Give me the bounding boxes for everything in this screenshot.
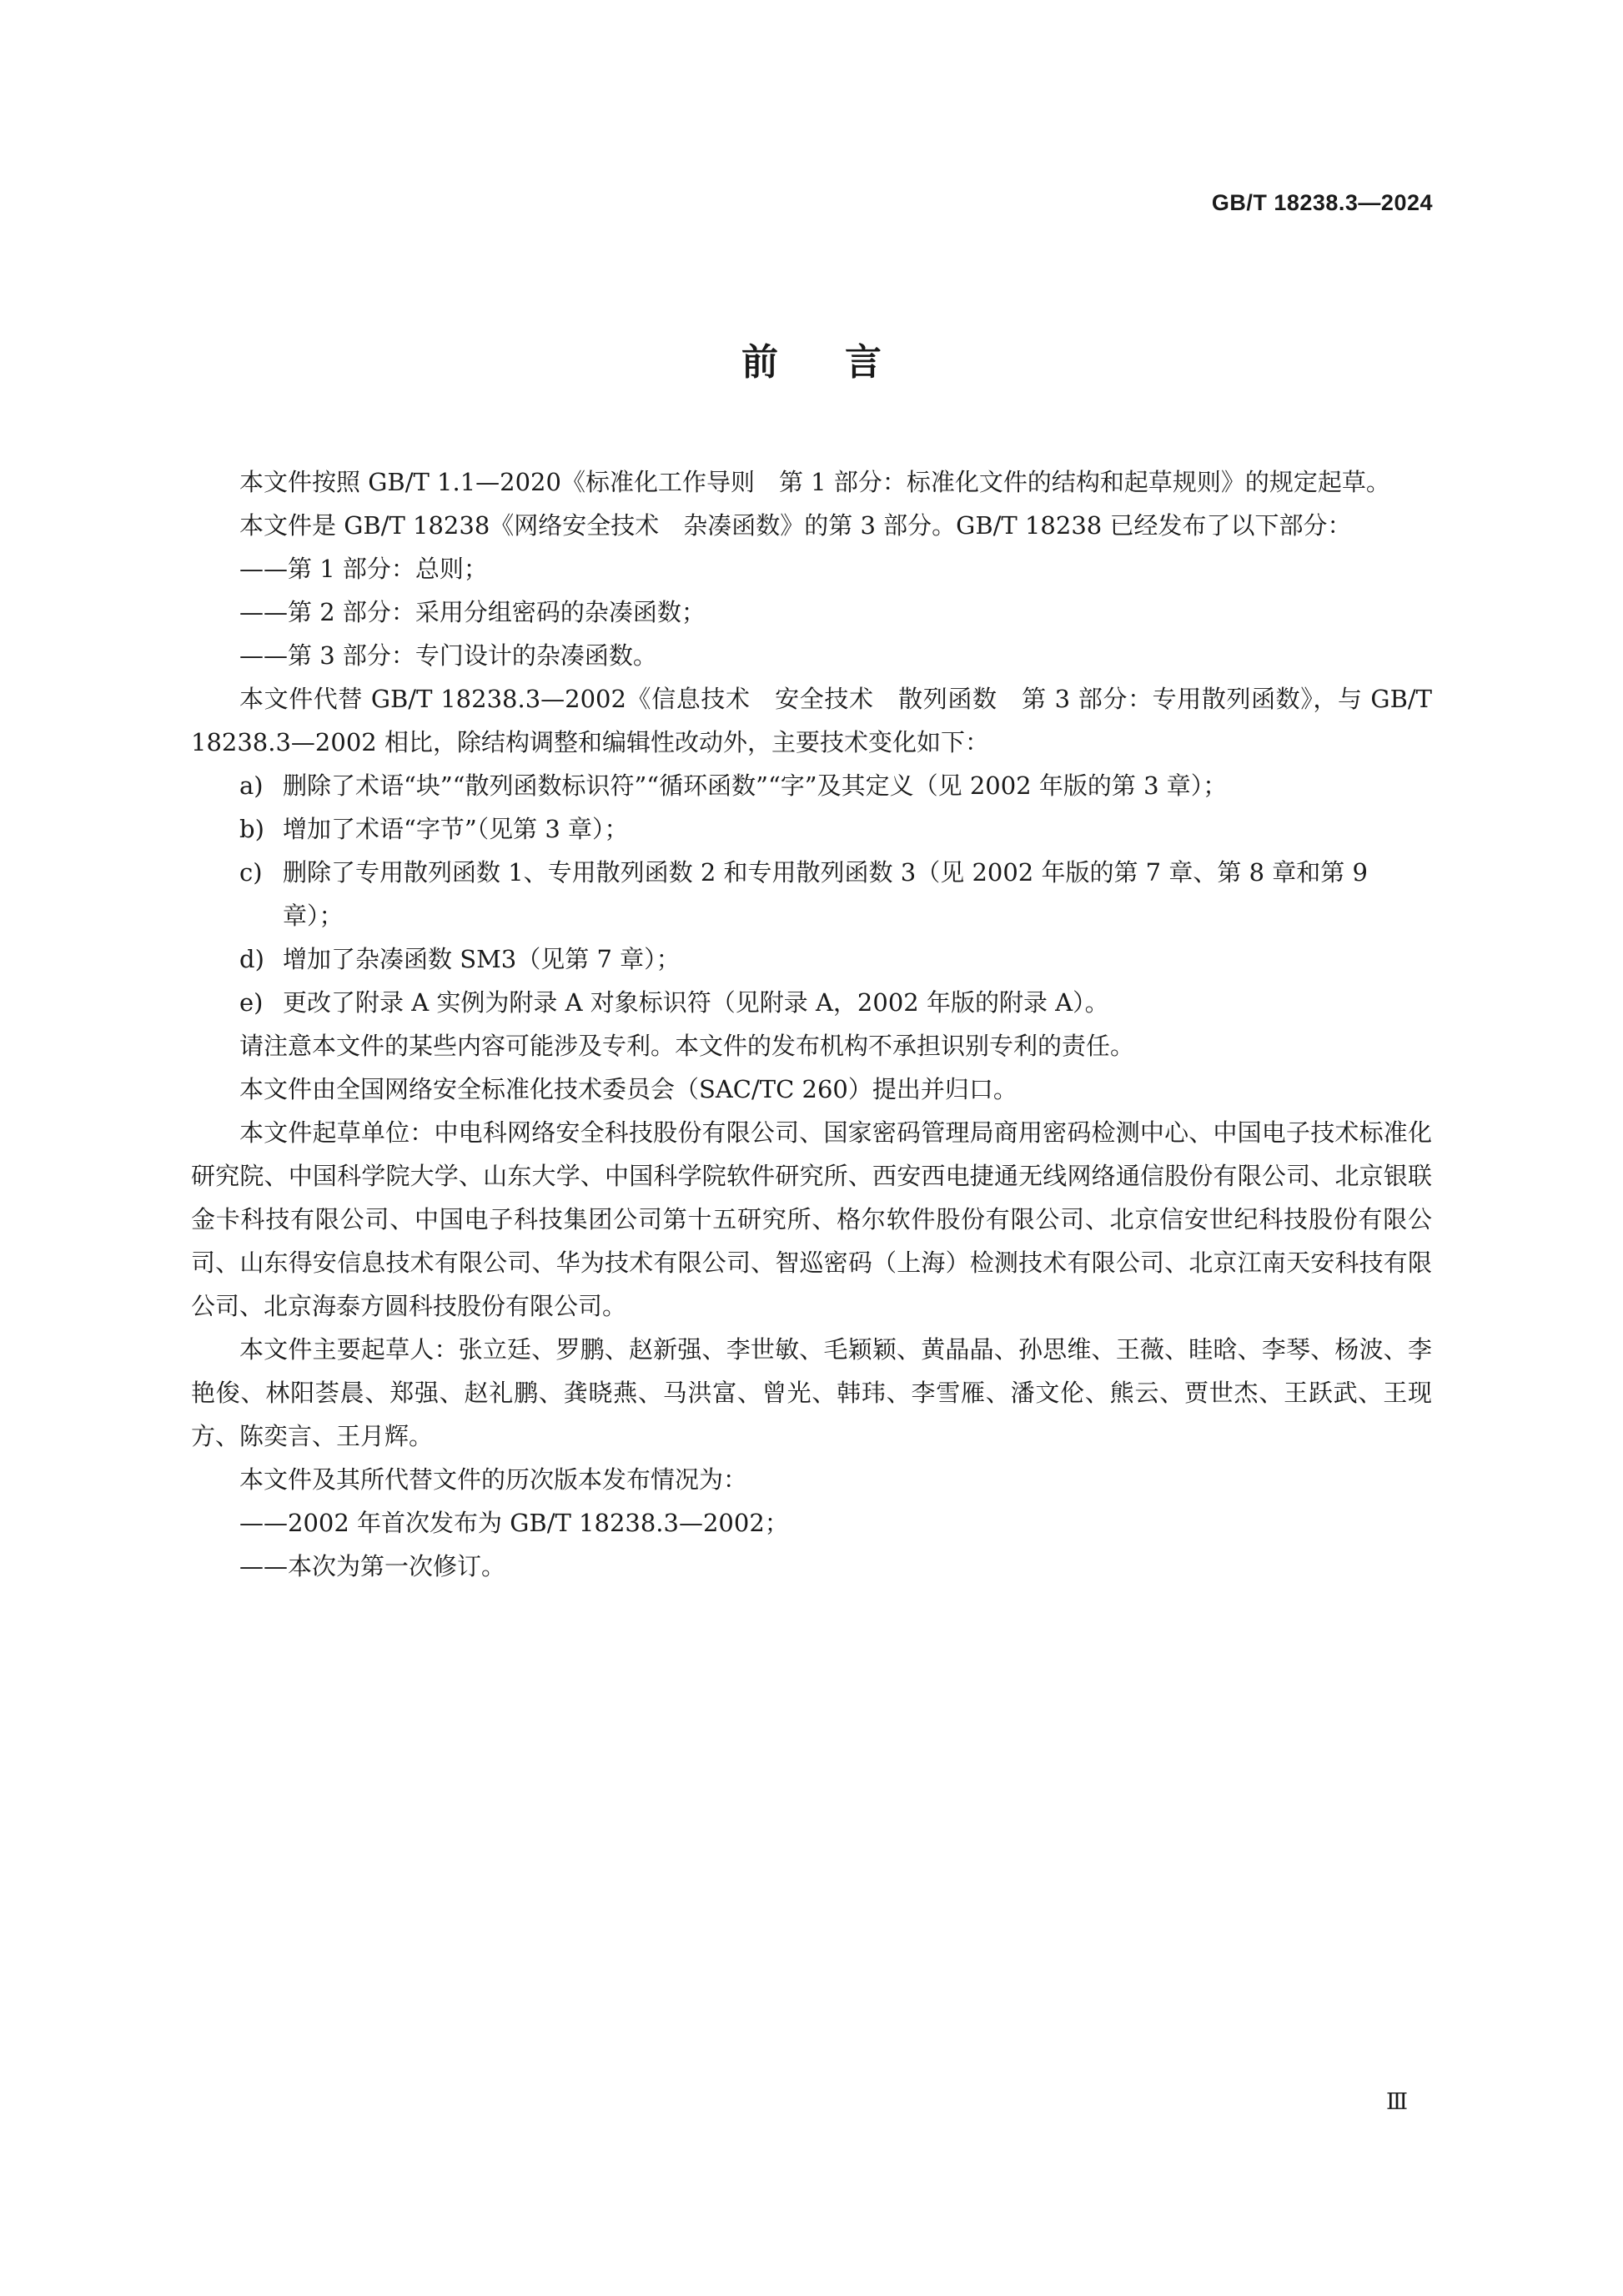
title-char-2: 言 [845,341,882,384]
drafting-basis-paragraph: 本文件按照 GB/T 1.1—2020《标准化工作导则 第 1 部分：标准化文件的结构和起草规则》的规定起草。 [239,468,1390,496]
change-text: 增加了杂凑函数 SM3（见第 7 章）； [283,945,681,973]
replacement-paragraph: 本文件代替 GB/T 18238.3—2002《信息技术 安全技术 散列函数 第 3 部分：专用散列函数》，与 GB/T 18238.3—2002 相比，除结构调整和编辑性改动外，主要技术变化如下： [191,685,1432,756]
proposer-paragraph: 本文件由全国网络安全标准化技术委员会（SAC/TC 260）提出并归口。 [239,1075,1018,1103]
change-text: 更改了附录 A 实例为附录 A 对象标识符（见附录 A，2002 年版的附录 A）。 [283,988,1109,1017]
change-list-item [191,807,1432,851]
foreword-body [191,460,1432,1588]
patent-notice-paragraph: 请注意本文件的某些内容可能涉及专利。本文件的发布机构不承担识别专利的责任。 [239,1032,1135,1060]
change-text: 增加了术语“字节”（见第 3 章）； [283,815,629,843]
change-label: e) [239,988,264,1017]
history-intro-paragraph: 本文件及其所代替文件的历次版本发布情况为： [239,1465,748,1494]
title-char-1: 前 [741,341,778,384]
change-list-item [191,937,1432,981]
change-list-item [191,851,1432,937]
standard-code-header: GB/T 18238.3—2024 [1211,190,1433,215]
series-parts-paragraph: 本文件是 GB/T 18238《网络安全技术 杂凑函数》的第 3 部分。GB/T 18238 已经发布了以下部分： [239,511,1352,540]
change-label: d) [239,945,264,973]
change-list-item [191,764,1432,807]
change-label: b) [239,815,264,843]
change-label: a) [239,771,264,800]
change-label: c) [239,858,263,887]
part-list-item: ——第 2 部分：采用分组密码的杂凑函数； [239,598,706,626]
part-list-item: ——第 3 部分：专门设计的杂凑函数。 [239,641,657,670]
change-text: 删除了专用散列函数 1、专用散列函数 2 和专用散列函数 3（见 2002 年版的第 7 章、第 8 章和第 9 章）； [283,858,1368,930]
change-text: 删除了术语“块”“散列函数标识符”“循环函数”“字”及其定义（见 2002 年版的第 3 章）； [283,771,1228,800]
drafting-units-paragraph: 本文件起草单位：中电科网络安全科技股份有限公司、国家密码管理局商用密码检测中心、中国电子技术标准化研究院、中国科学院大学、山东大学、中国科学院软件研究所、西安西电捷通无线网络通信股份有限公司、北京银联金卡科技有限公司、中国电子科技集团公司第十五研究所、格尔软件股份有限公司、北京信安世纪科技股份有限公司、山东得安信息技术有限公司、华为技术有限公司、智巡密码（上海）检测技术有限公司、北京江南天安科技有限公司、北京海泰方圆科技股份有限公司。 [191,1118,1432,1320]
page-title [0,332,1623,385]
history-list-item: ——2002 年首次发布为 GB/T 18238.3—2002； [239,1509,789,1537]
page-number: Ⅲ [1385,2089,1408,2114]
part-list-item: ——第 1 部分：总则； [239,555,488,583]
drafters-paragraph: 本文件主要起草人：张立廷、罗鹏、赵新强、李世敏、毛颖颖、黄晶晶、孙思维、王薇、眭晗、李琴、杨波、李艳俊、林阳荟晨、郑强、赵礼鹏、龚晓燕、马洪富、曾光、韩玮、李雪雁、潘文伦、熊云、贾世杰、王跃武、王现方、陈奕言、王月辉。 [191,1335,1432,1450]
change-list-item [191,981,1432,1024]
history-list-item: ——本次为第一次修订。 [239,1552,506,1580]
